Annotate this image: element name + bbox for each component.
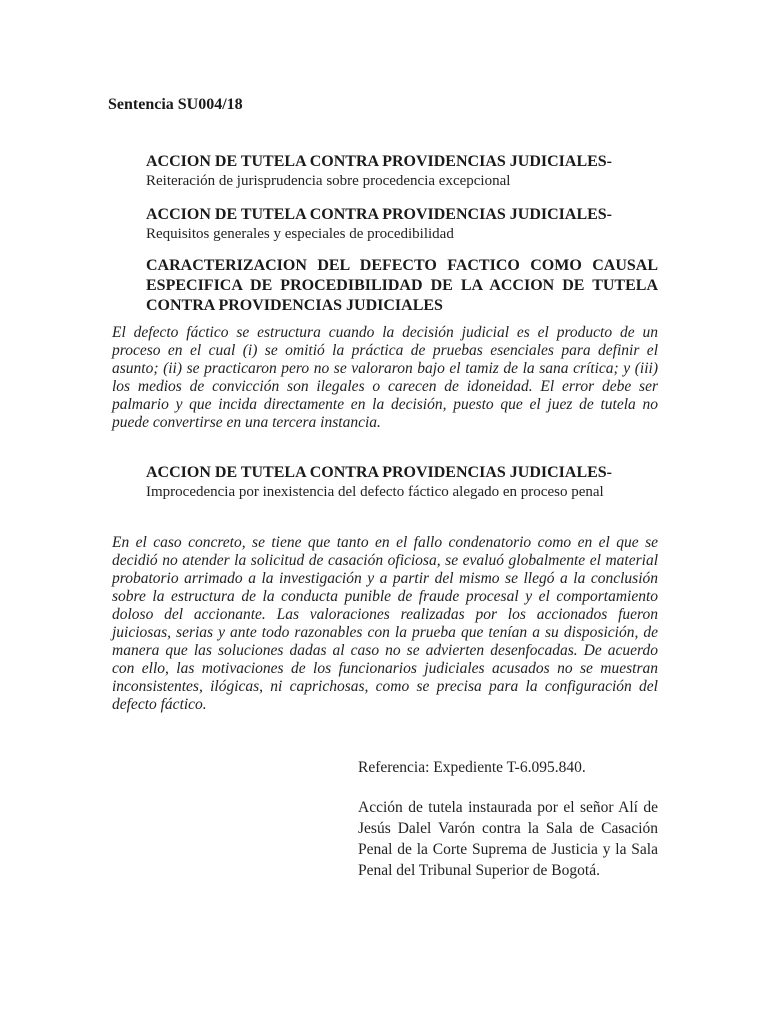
document-title: Sentencia SU004/18 [108,96,243,113]
section-4-heading: ACCION DE TUTELA CONTRA PROVIDENCIAS JUDICIALES- [146,464,613,481]
paragraph-1: El defecto fáctico se estructura cuando la decisión judicial es el producto de un proceso en el cual (i) se omitió la práctica de pruebas esenciales para definir el asunto; (ii) se practicaron pero no se valoraron bajo el tamiz de la sana crítica; y (iii) los medios de convicción son ilegales o carecen de idoneidad. El error debe ser palmario y que incida directamente en la decisión, puesto que el juez de tutela no puede convertirse en una tercera instancia. [112,324,658,431]
section-4 [146,463,658,501]
section-4-subheading: Improcedencia por inexistencia del defecto fáctico alegado en proceso penal [146,484,604,500]
section-1-subheading: Reiteración de jurisprudencia sobre procedencia excepcional [146,173,511,189]
action-description: Acción de tutela instaurada por el señor Alí de Jesús Dalel Varón contra la Sala de Casación Penal de la Corte Suprema de Justicia y la Sala Penal del Tribunal Superior de Bogotá. [358,799,658,879]
section-3 [146,256,658,316]
section-1 [146,152,658,190]
section-3-heading: CARACTERIZACION DEL DEFECTO FACTICO COMO CAUSAL ESPECIFICA DE PROCEDIBILIDAD DE LA ACCION DE TUTELA CONTRA PROVIDENCIAS JUDICIALES [146,257,658,314]
section-1-heading: ACCION DE TUTELA CONTRA PROVIDENCIAS JUDICIALES- [146,153,613,170]
section-2-subheading: Requisitos generales y especiales de procedibilidad [146,226,454,242]
section-2 [146,205,658,243]
reference-line: Referencia: Expediente T-6.095.840. [358,759,586,776]
paragraph-2: En el caso concreto, se tiene que tanto en el fallo condenatorio como en el que se decidió no atender la solicitud de casación oficiosa, se evaluó globalmente el material probatorio arrimado a la investigación y a partir del mismo se llegó a la conclusión sobre la estructura de la conducta punible de fraude procesal y el comportamiento doloso del accionante. Las valoraciones realizadas por los accionados fueron juiciosas, serias y ante todo razonables con la prueba que tenían a su disposición, de manera que las soluciones dadas al caso no se advierten desenfocadas. De acuerdo con ello, las motivaciones de los funcionarios judiciales acusados no se muestran inconsistentes, ilógicas, ni caprichosas, como se precisa para la configuración del defecto fáctico. [112,534,658,713]
section-2-heading: ACCION DE TUTELA CONTRA PROVIDENCIAS JUDICIALES- [146,206,613,223]
